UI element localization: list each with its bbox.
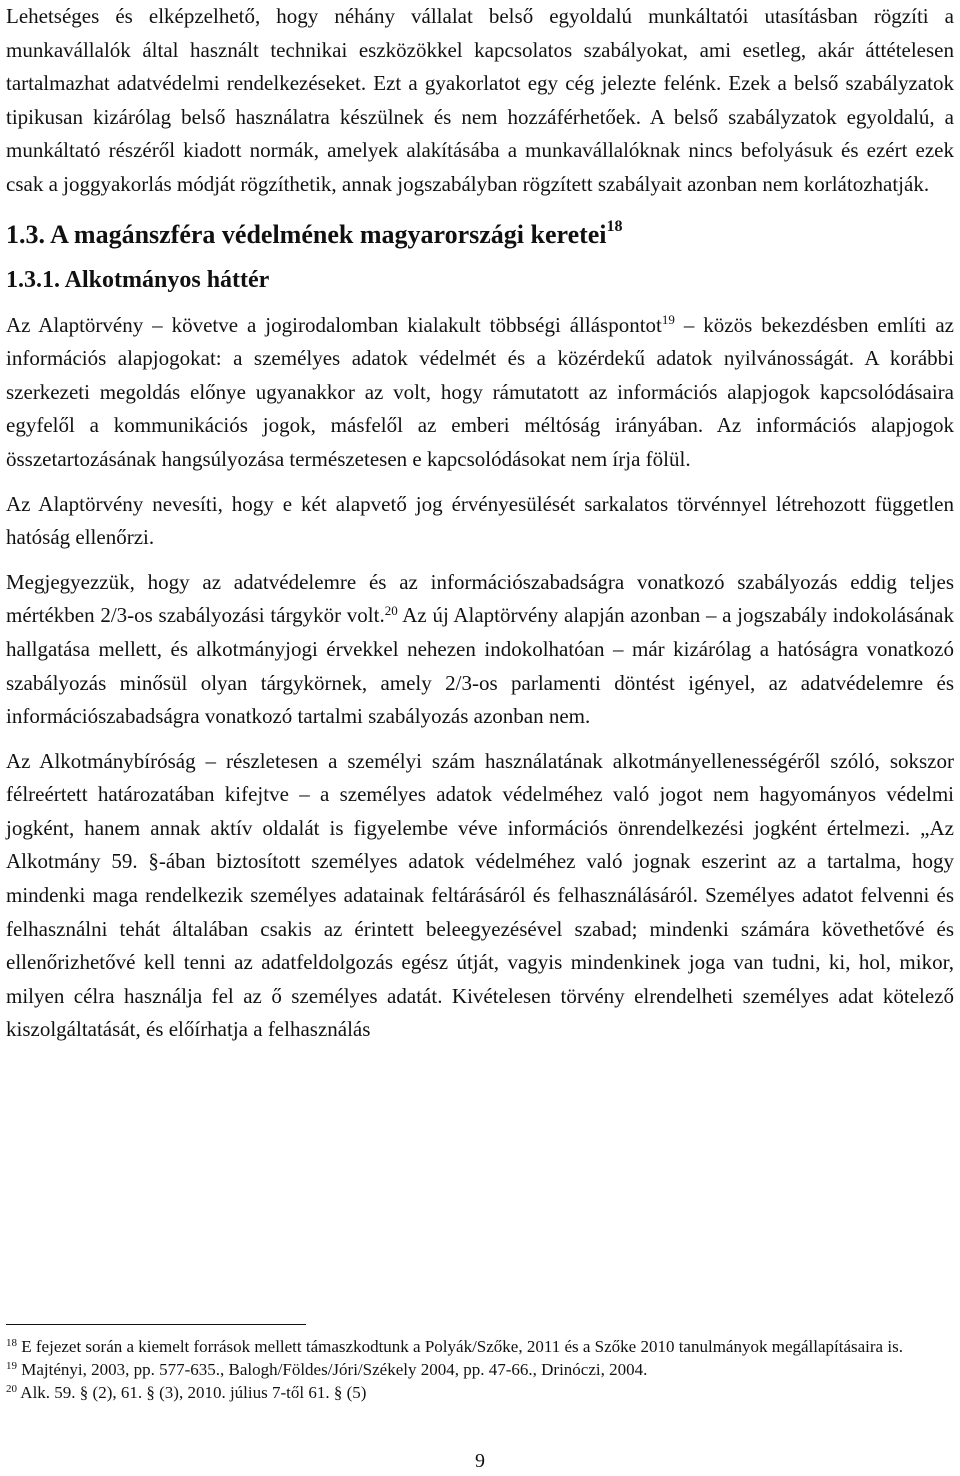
footnote-ref-20: 20 (384, 602, 398, 618)
footnote-number: 19 (6, 1359, 17, 1372)
paragraph-text: Az új Alaptörvény alapján azonban – a jogszabály indokolásának hallgatása mellett, és alkotmányjogi érvekkel nehezen indokolhatóan – már kizárólag a hatóságra vonatkozó szabályozás minősül olyan tárgykörnek, amely 2/3-os parlamenti döntést igényel, az adatvédelemre és információszabadságra vonatkozó tartalmi szabályozás azonban nem. (6, 603, 954, 729)
paragraph-constitutional-court: Az Alkotmánybíróság – részletesen a személyi szám használatának alkotmányellenességéről szóló, sokszor félreértett határozatában kifejtve – a személyes adatok védelméhez való jogot nem hagyományos védelmi jogként, hanem annak aktív oldalát is figyelembe véve információs önrendelkezési jogként értelmezi. „Az Alkotmány 59. §-ában biztosított személyes adatok védelméhez való jognak eszerint az a tartalma, hogy mindenki maga rendelkezik személyes adatainak feltárásáról és felhasználásáról. Személyes adatot felvenni és felhasználni tehát általában csakis az érintett beleegyezésével szabad; mindenki számára követhetővé és ellenőrizhetővé kell tenni az adatfeldolgozás egész útját, vagyis mindenkinek joga van tudni, ki, hol, mikor, milyen célra használja fel az ő személyes adatát. Kivételesen törvény elrendelheti személyes adat kötelező kiszolgáltatását, és előírhatja a felhasználás (6, 748, 954, 1042)
footnote-ref-19: 19 (661, 311, 675, 327)
paragraph-text: – közös bekezdésben említi az információs alapjogokat: a személyes adatok védelmét és a közérdekű adatok nyilvánosságát. A korábbi szerkezeti megoldás előnye ugyanakkor az volt, hogy rámutatott az információs alapjogok kapcsolódásaira egyfelől a kommunikációs jogok, másfelől az emberi méltóság irányában. Az információs alapjogok összetartozásának hangsúlyozása természetesen e kapcsolódásokat nem írja fölül. (6, 312, 954, 471)
footnote-number: 18 (6, 1336, 17, 1349)
intro-paragraph: Lehetséges és elképzelhető, hogy néhány vállalat belső egyoldalú munkáltatói utasításban rögzíti a munkavállalók által használt technikai eszközökkel kapcsolatos szabályokat, ami esetleg, akár áttételesen tartalmazhat adatvédelmi rendelkezéseket. Ezt a gyakorlatot egy cég jelezte felénk. Ezek a belső szabályzatok tipikusan kizárólag belső használatra készülnek és nem hozzáférhetőek. A belső szabályzatok egyoldalú, a munkáltató részéről kiadott normák, amelyek alakításába a munkavállalóknak nincs befolyásuk és ezért ezek csak a joggyakorlás módját rögzíthetik, annak jogszabályban rögzített szabályait azonban nem korlátozhatják. (6, 4, 954, 196)
paragraph-independent-authority: Az Alaptörvény nevesíti, hogy e két alapvető jog érvényesülését sarkalatos törvénnyel létrehozott független hatóság ellenőrzi. (6, 491, 954, 550)
paragraph-alaptorveny-information-rights (6, 309, 954, 477)
section-heading (6, 215, 954, 255)
footnote-text: E fejezet során a kiemelt források mellett támaszkodtunk a Polyák/Szőke, 2011 és a Szőke 2010 tanulmányok megállapításaira is. (17, 1337, 903, 1356)
footnote-19 (6, 1359, 954, 1380)
paragraph-text: Az Alaptörvény – követve a jogirodalomban kialakult többségi álláspontot (6, 312, 662, 337)
footnote-text: Majtényi, 2003, pp. 577-635., Balogh/Földes/Jóri/Székely 2004, pp. 47-66., Drinóczi, 2004. (17, 1360, 648, 1379)
footnote-text: Alk. 59. § (2), 61. § (3), 2010. július 7-től 61. § (5) (17, 1383, 367, 1402)
section-heading-text: 1.3. A magánszféra védelmének magyarországi keretei (6, 219, 607, 249)
footnote-separator (6, 1324, 306, 1325)
footnote-20 (6, 1382, 954, 1403)
page-number: 9 (475, 1450, 485, 1472)
footnote-18 (6, 1336, 954, 1357)
subsection-heading: 1.3.1. Alkotmányos háttér (6, 266, 270, 293)
footnote-ref-18: 18 (606, 218, 623, 236)
document-page (6, 0, 954, 1476)
footnotes (6, 1336, 954, 1403)
footnote-number: 20 (6, 1382, 17, 1395)
paragraph-text: Megjegyezzük, hogy az adatvédelemre és az információszabadságra vonatkozó szabályozás eddig teljes mértékben 2/3-os szabályozási tárgykör volt. (6, 569, 954, 628)
paragraph-two-thirds-regulation (6, 566, 954, 734)
